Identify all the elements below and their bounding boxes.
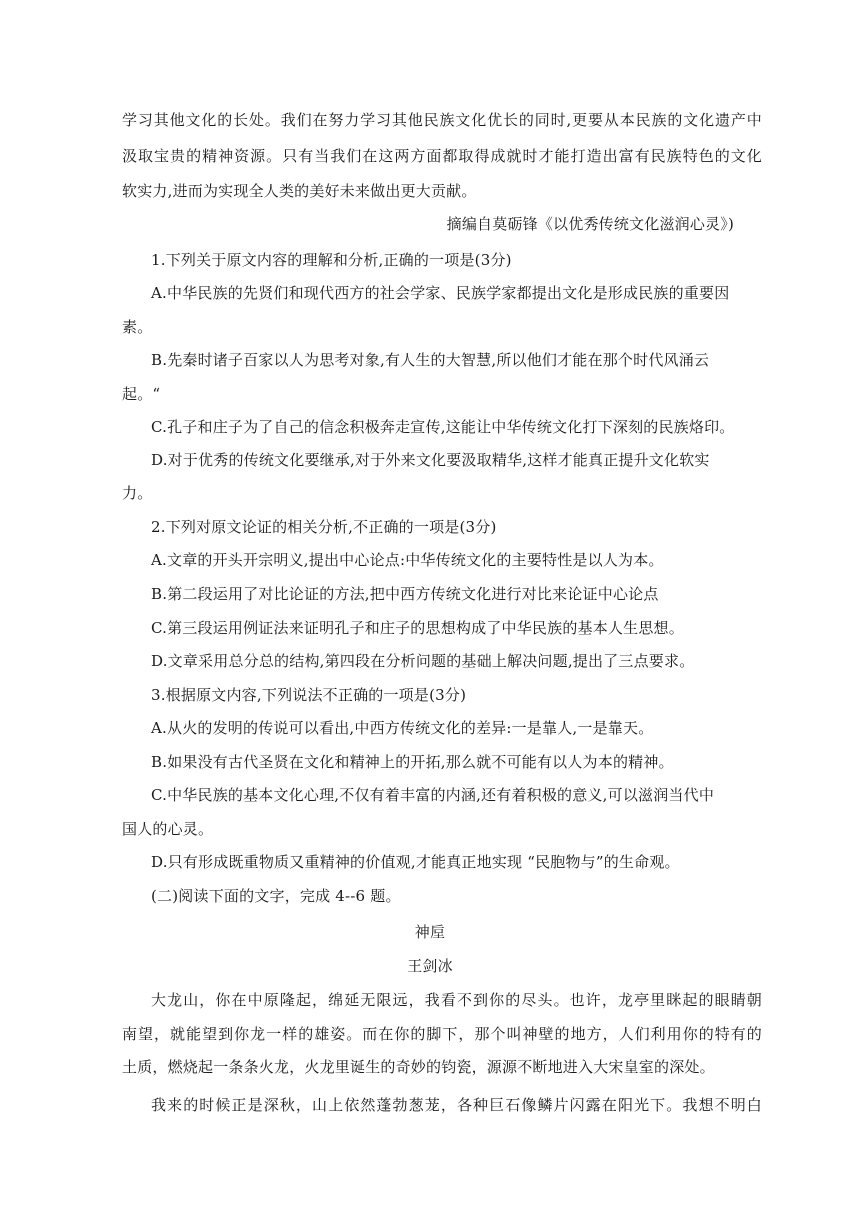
q3-option-c: C.中华民族的基本文化心理,不仅有着丰富的内涵,还有着积极的意义,可以滋润当代中 xyxy=(151,786,715,804)
story-p1-line-2: 南望，就能望到你龙一样的雄姿。而在你的脚下，那个叫神壁的地方，人们利用你的特有的 xyxy=(122,1025,762,1043)
q1-option-c: C.孔子和庄子为了自己的信念积极奔走宣传,这能让中华传统文化打下深刻的民族烙印。 xyxy=(151,418,735,436)
story-p1-line-3: 土质，燃烧起一条条火龙，火龙里诞生的奇妙的钧瓷，源源不断地进入大宋皇室的深处。 xyxy=(122,1058,715,1076)
story-author: 王剑冰 xyxy=(407,957,453,975)
q3-option-c-cont: 国人的心灵。 xyxy=(122,820,214,838)
q3-option-d: D.只有形成既重物质又重精神的价值观,才能真正地实现 “民胞物与”的生命观。 xyxy=(151,853,680,871)
q1-option-d: D.对于优秀的传统文化要继承,对于外来文化要汲取精华,这样才能真正提升文化软实 xyxy=(151,451,710,469)
q3-option-a: A.从火的发明的传说可以看出,中西方传统文化的差异:一是靠人,一是靠天。 xyxy=(151,719,654,737)
story-p1-line-1: 大龙山，你在中原隆起，绵延无限远，我看不到你的尽头。也许，龙亭里眯起的眼睛朝 xyxy=(151,991,762,1009)
intro-line-2: 汲取宝贵的精神资源。只有当我们在这两方面都取得成就时才能打造出富有民族特色的文化 xyxy=(122,147,762,165)
intro-line-3: 软实力,进而为实现全人类的美好未来做出更大贡献。 xyxy=(122,182,477,200)
q2-option-d: D.文章采用总分总的结构,第四段在分析问题的基础上解决问题,提出了三点要求。 xyxy=(151,652,695,670)
q1-option-b-cont: 起。“ xyxy=(122,385,161,403)
q2-stem: 2.下列对原文论证的相关分析,不正确的一项是(3分) xyxy=(151,518,497,536)
q1-option-a: A.中华民族的先贤们和现代西方的社会学家、民族学家都提出文化是形成民族的重要因 xyxy=(151,284,730,302)
q3-stem: 3.根据原文内容,下列说法不正确的一项是(3分) xyxy=(151,686,467,704)
q1-stem: 1.下列关于原文内容的理解和分析,正确的一项是(3分) xyxy=(151,251,512,269)
story-title: 神垕 xyxy=(414,923,446,941)
q1-option-d-cont: 力。 xyxy=(122,484,153,502)
q3-option-b: B.如果没有古代圣贤在文化和精神上的开拓,那么就不可能有以人为本的精神。 xyxy=(151,753,674,771)
q1-option-a-cont: 素。 xyxy=(122,318,153,336)
intro-line-1: 学习其他文化的长处。我们在努力学习其他民族文化优长的同时,更要从本民族的文化遗产中 xyxy=(122,111,762,129)
q1-option-b: B.先秦时诸子百家以人为思考对象,有人生的大智慧,所以他们才能在那个时代风涌云 xyxy=(151,351,710,369)
section-heading: (二)阅读下面的文字，完成 4--6 题。 xyxy=(151,887,401,905)
q2-option-b: B.第二段运用了对比论证的方法,把中西方传统文化进行对比来论证中心论点 xyxy=(151,585,659,603)
source-citation: 摘编自莫砺锋《以优秀传统文化滋润心灵》) xyxy=(446,215,734,233)
q2-option-a: A.文章的开头开宗明义,提出中心论点:中华传统文化的主要特性是以人为本。 xyxy=(151,551,664,569)
q2-option-c: C.第三段运用例证法来证明孔子和庄子的思想构成了中华民族的基本人生思想。 xyxy=(151,619,684,637)
story-p2-line-1: 我来的时候正是深秋，山上依然蓬勃葱茏，各种巨石像鳞片闪露在阳光下。我想不明白 xyxy=(151,1096,762,1114)
